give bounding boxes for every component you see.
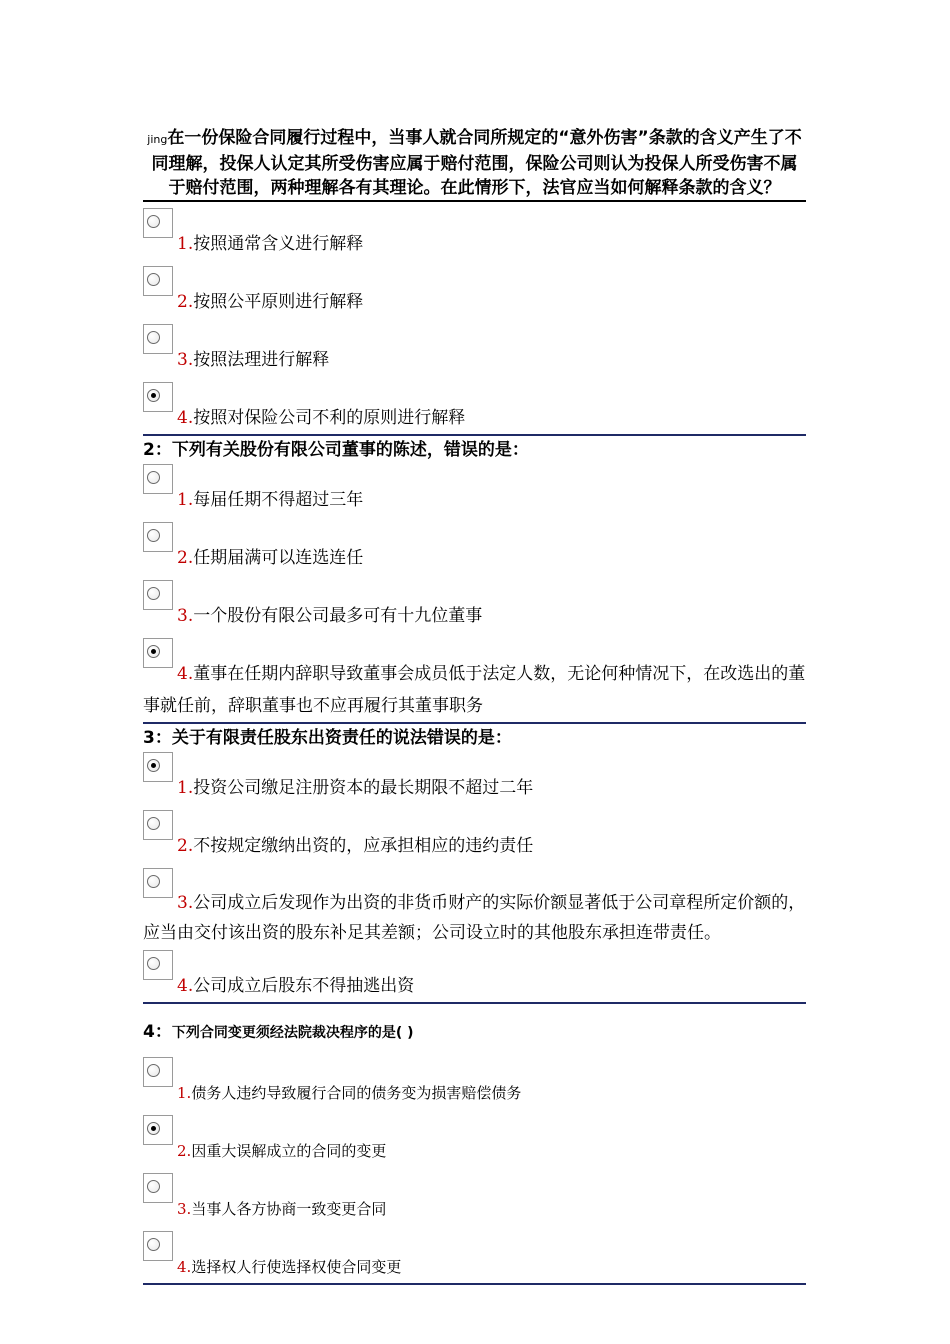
question-2-title xyxy=(143,438,806,462)
q1-option-2[interactable] xyxy=(143,266,806,318)
question-4-divider xyxy=(143,1002,806,1004)
option-number: 3. xyxy=(177,893,194,913)
option-text: 当事人各方协商一致变更合同 xyxy=(191,1200,387,1218)
q2-option-3[interactable] xyxy=(143,580,806,632)
radio-button-icon[interactable] xyxy=(147,529,160,542)
option-text: 按照通常含义进行解释 xyxy=(193,234,364,254)
radio-button-icon[interactable] xyxy=(147,471,160,484)
option-text: 一个股份有限公司最多可有十九位董事 xyxy=(193,606,483,626)
option-number: 2. xyxy=(177,1142,192,1160)
radio-button-icon[interactable] xyxy=(147,273,160,286)
question-1-divider xyxy=(143,200,806,202)
option-number: 2. xyxy=(177,548,194,568)
option-number: 2. xyxy=(177,292,194,312)
option-number: 1. xyxy=(177,1084,192,1102)
option-text: 董事在任期内辞职导致董事会成员低于法定人数，无论何种情况下，在改选出的董事就任前，辞职董事也不应再履行其董事职务 xyxy=(143,664,806,716)
option-text: 任期届满可以连选连任 xyxy=(193,548,364,568)
option-number: 4. xyxy=(177,664,194,684)
radio-button-checked-icon[interactable] xyxy=(147,645,160,658)
q3-option-3[interactable] xyxy=(143,868,806,948)
option-number: 4. xyxy=(177,408,194,428)
radio-button-checked-icon[interactable] xyxy=(147,389,160,402)
option-text: 债务人违约导致履行合同的债务变为损害赔偿债务 xyxy=(191,1084,522,1102)
question-2-text: 下列有关股份有限公司董事的陈述，错误的是： xyxy=(171,440,529,460)
radio-button-icon[interactable] xyxy=(147,1064,160,1077)
option-text: 每届任期不得超过三年 xyxy=(193,490,364,510)
question-4-text: 下列合同变更须经法院裁决程序的是( ) xyxy=(171,1025,414,1041)
q3-option-2[interactable] xyxy=(143,810,806,862)
option-number: 4. xyxy=(177,1258,192,1276)
q2-option-4[interactable] xyxy=(143,638,806,722)
q1-option-3[interactable] xyxy=(143,324,806,376)
q1-option-4[interactable] xyxy=(143,382,806,434)
radio-button-icon[interactable] xyxy=(147,331,160,344)
option-number: 3. xyxy=(177,606,194,626)
radio-button-icon[interactable] xyxy=(147,875,160,888)
q4-option-4[interactable] xyxy=(143,1231,806,1283)
option-number: 2. xyxy=(177,836,194,856)
q3-option-1[interactable] xyxy=(143,752,806,804)
question-2-number: 2： xyxy=(143,440,172,460)
option-text: 按照对保险公司不利的原则进行解释 xyxy=(193,408,466,428)
question-4-number: 4： xyxy=(143,1022,172,1042)
q4-option-1[interactable] xyxy=(143,1057,806,1109)
radio-button-icon[interactable] xyxy=(147,215,160,228)
option-number: 1. xyxy=(177,778,194,798)
bottom-divider xyxy=(143,1283,806,1285)
exam-page xyxy=(143,126,806,1285)
option-number: 3. xyxy=(177,350,194,370)
q2-option-2[interactable] xyxy=(143,522,806,574)
q2-option-1[interactable] xyxy=(143,464,806,516)
question-1-prefix: jing xyxy=(147,133,168,146)
option-number: 3. xyxy=(177,1200,192,1218)
radio-button-icon[interactable] xyxy=(147,957,160,970)
option-text: 投资公司缴足注册资本的最长期限不超过二年 xyxy=(193,778,534,798)
option-number: 4. xyxy=(177,976,194,996)
option-text: 因重大误解成立的合同的变更 xyxy=(191,1142,387,1160)
radio-button-icon[interactable] xyxy=(147,817,160,830)
question-2-divider xyxy=(143,434,806,436)
question-4-title xyxy=(143,1020,806,1045)
option-text: 选择权人行使选择权使合同变更 xyxy=(191,1258,402,1276)
q4-option-2[interactable] xyxy=(143,1115,806,1167)
question-3-text: 关于有限责任股东出资责任的说法错误的是： xyxy=(171,728,512,748)
question-1-title xyxy=(143,126,806,200)
question-1-text: 在一份保险合同履行过程中，当事人就合同所规定的“意外伤害”条款的含义产生了不同理解，投保人认定其所受伤害应属于赔付范围，保险公司则认为投保人所受伤害不属于赔付范围，两种理解各有其理论。在此情形下，法官应当如何解释条款的含义？ xyxy=(151,128,802,198)
option-text: 公司成立后股东不得抽逃出资 xyxy=(193,976,415,996)
option-text: 不按规定缴纳出资的，应承担相应的违约责任 xyxy=(193,836,534,856)
question-3-title xyxy=(143,726,806,750)
question-3-number: 3： xyxy=(143,728,172,748)
radio-button-icon[interactable] xyxy=(147,1180,160,1193)
option-number: 1. xyxy=(177,234,194,254)
option-text: 按照法理进行解释 xyxy=(193,350,330,370)
q1-option-1[interactable] xyxy=(143,208,806,260)
radio-button-icon[interactable] xyxy=(147,587,160,600)
question-3-divider xyxy=(143,722,806,724)
q4-option-3[interactable] xyxy=(143,1173,806,1225)
radio-button-checked-icon[interactable] xyxy=(147,759,160,772)
option-number: 1. xyxy=(177,490,194,510)
option-text: 按照公平原则进行解释 xyxy=(193,292,364,312)
radio-button-checked-icon[interactable] xyxy=(147,1122,160,1135)
q3-option-4[interactable] xyxy=(143,950,806,1002)
option-text: 公司成立后发现作为出资的非货币财产的实际价额显著低于公司章程所定价额的，应当由交付该出资的股东补足其差额；公司设立时的其他股东承担连带责任。 xyxy=(143,893,806,943)
radio-button-icon[interactable] xyxy=(147,1238,160,1251)
